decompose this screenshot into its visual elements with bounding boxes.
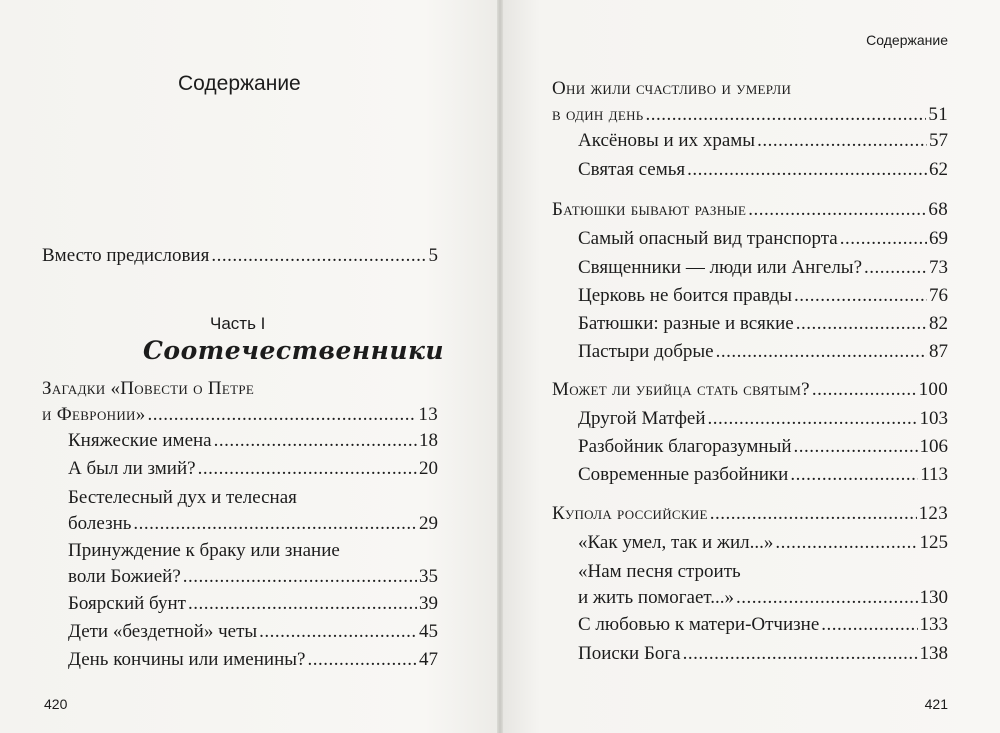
toc-entry-page: 68 [928, 199, 948, 220]
toc-entry-page: 47 [419, 649, 438, 670]
toc-entry-title: Разбойник благоразумный [578, 436, 792, 457]
toc-line: и Февронии» [42, 404, 146, 425]
dot-leader [211, 243, 426, 269]
toc-section-heading[interactable] [552, 76, 948, 128]
toc-entry-page: 29 [419, 513, 438, 534]
page-number-right: 421 [924, 696, 948, 712]
toc-subentry[interactable] [578, 462, 948, 488]
toc-subentry[interactable] [68, 485, 438, 537]
dot-leader [708, 406, 918, 432]
toc-entry-page: 62 [929, 159, 948, 180]
toc-entry-intro[interactable] [42, 243, 438, 269]
toc-subentry[interactable] [68, 619, 438, 645]
toc-entry-title: Церковь не боится правды [578, 285, 792, 306]
toc-entry-title: Самый опасный вид транспорта [578, 228, 838, 249]
toc-entry-title: Другой Матфей [578, 408, 706, 429]
toc-entry-page: 123 [918, 503, 948, 524]
toc-entry-title: День кончины или именины? [68, 649, 306, 670]
running-head: Содержание [866, 32, 948, 48]
toc-subentry[interactable] [68, 591, 438, 617]
dot-leader [794, 434, 918, 460]
book-gutter [497, 0, 503, 733]
dot-leader [775, 530, 917, 556]
dot-leader [183, 564, 417, 590]
toc-subentry[interactable] [578, 128, 948, 154]
toc-subentry[interactable] [578, 641, 948, 667]
toc-entry-page: 35 [419, 566, 438, 587]
dot-leader [748, 197, 926, 223]
toc-subentry[interactable] [578, 406, 948, 432]
dot-leader [716, 339, 927, 365]
toc-entry-page: 113 [920, 464, 948, 485]
toc-entry-page: 106 [919, 436, 948, 457]
toc-entry-title: Княжеские имена [68, 430, 212, 451]
toc-section-heading[interactable] [42, 376, 438, 428]
toc-entry-title: Может ли убийца стать святым? [552, 379, 810, 400]
toc-subentry[interactable] [578, 339, 948, 365]
toc-entry-page: 138 [919, 643, 948, 664]
toc-line: болезнь [68, 513, 132, 534]
toc-entry-page: 18 [419, 430, 438, 451]
toc-subentry[interactable] [68, 428, 438, 454]
dot-leader [840, 226, 927, 252]
dot-leader [687, 157, 927, 183]
toc-section-heading[interactable] [552, 197, 948, 223]
toc-subentry[interactable] [578, 311, 948, 337]
toc-subentry[interactable] [578, 612, 948, 638]
dot-leader [188, 591, 417, 617]
dot-leader [864, 255, 927, 281]
toc-entry-title: Поиски Бога [578, 643, 681, 664]
toc-subentry[interactable] [578, 283, 948, 309]
dot-leader [259, 619, 417, 645]
dot-leader [821, 612, 917, 638]
toc-entry-page: 20 [419, 458, 438, 479]
toc-line: Принуждение к браку или знание [68, 540, 340, 561]
toc-entry-title: Вместо предисловия [42, 245, 210, 266]
toc-entry-page: 82 [929, 313, 948, 334]
toc-entry-page: 100 [918, 379, 948, 400]
toc-subentry[interactable] [578, 226, 948, 252]
toc-entry-title: Боярский бунт [68, 593, 186, 614]
toc-entry-page: 73 [929, 257, 948, 278]
toc-entry-page: 57 [929, 130, 948, 151]
toc-entry-title: Купола российские [552, 503, 708, 524]
toc-section-heading[interactable] [552, 377, 948, 403]
toc-subentry[interactable] [578, 434, 948, 460]
toc-entry-title: Аксёновы и их храмы [578, 130, 756, 151]
toc-line: Бестелесный дух и телесная [68, 487, 297, 508]
toc-entry-page: 76 [929, 285, 948, 306]
dot-leader [307, 647, 417, 673]
dot-leader [198, 456, 417, 482]
toc-line: «Нам песня строить [578, 561, 741, 582]
dot-leader [757, 128, 927, 154]
toc-entry-page: 133 [919, 614, 948, 635]
toc-entry-page: 45 [419, 621, 438, 642]
part-title: Соотечественники [143, 336, 445, 365]
dot-leader [736, 585, 917, 611]
dot-leader [148, 402, 417, 428]
toc-subentry[interactable] [578, 157, 948, 183]
dot-leader [214, 428, 417, 454]
toc-entry-title: Священники — люди или Ангелы? [578, 257, 863, 278]
toc-line: и жить помогает...» [578, 587, 735, 608]
toc-entry-title: Пастыри добрые [578, 341, 714, 362]
toc-entry-page: 69 [929, 228, 948, 249]
toc-entry-page: 51 [928, 104, 948, 125]
toc-entry-page: 103 [919, 408, 948, 429]
part-label: Часть I [210, 314, 266, 333]
toc-subentry[interactable] [578, 255, 948, 281]
toc-entry-page: 125 [919, 532, 948, 553]
dot-leader [796, 311, 927, 337]
toc-entry-title: Святая семья [578, 159, 686, 180]
toc-entry-page: 13 [418, 404, 438, 425]
dot-leader [794, 283, 927, 309]
toc-entry-title: Современные разбойники [578, 464, 789, 485]
page-number-left: 420 [44, 696, 68, 712]
toc-title: Содержание [178, 72, 301, 95]
toc-line: в один день [552, 104, 644, 125]
dot-leader [133, 511, 417, 537]
toc-entry-page: 130 [919, 587, 948, 608]
toc-section-heading[interactable] [552, 501, 948, 527]
toc-line: Загадки «Повести о Петре [42, 378, 255, 399]
toc-line: воли Божией? [68, 566, 181, 587]
toc-subentry[interactable] [68, 456, 438, 482]
toc-entry-title: Батюшки бывают разные [552, 199, 747, 220]
toc-entry-title: А был ли змий? [68, 458, 196, 479]
toc-subentry[interactable] [578, 559, 948, 611]
toc-line: Они жили счастливо и умерли [552, 78, 792, 99]
toc-subentry[interactable] [68, 647, 438, 673]
toc-entry-page: 87 [929, 341, 948, 362]
dot-leader [790, 462, 918, 488]
dot-leader [812, 377, 917, 403]
toc-entry-title: С любовью к матери-Отчизне [578, 614, 820, 635]
toc-subentry[interactable] [578, 530, 948, 556]
toc-entry-title: Дети «бездетной» четы [68, 621, 258, 642]
toc-subentry[interactable] [68, 538, 438, 590]
dot-leader [646, 102, 927, 128]
dot-leader [683, 641, 918, 667]
dot-leader [710, 501, 917, 527]
toc-entry-page: 5 [428, 245, 438, 266]
toc-entry-title: Батюшки: разные и всякие [578, 313, 794, 334]
toc-entry-page: 39 [419, 593, 438, 614]
toc-entry-title: «Как умел, так и жил...» [578, 532, 774, 553]
